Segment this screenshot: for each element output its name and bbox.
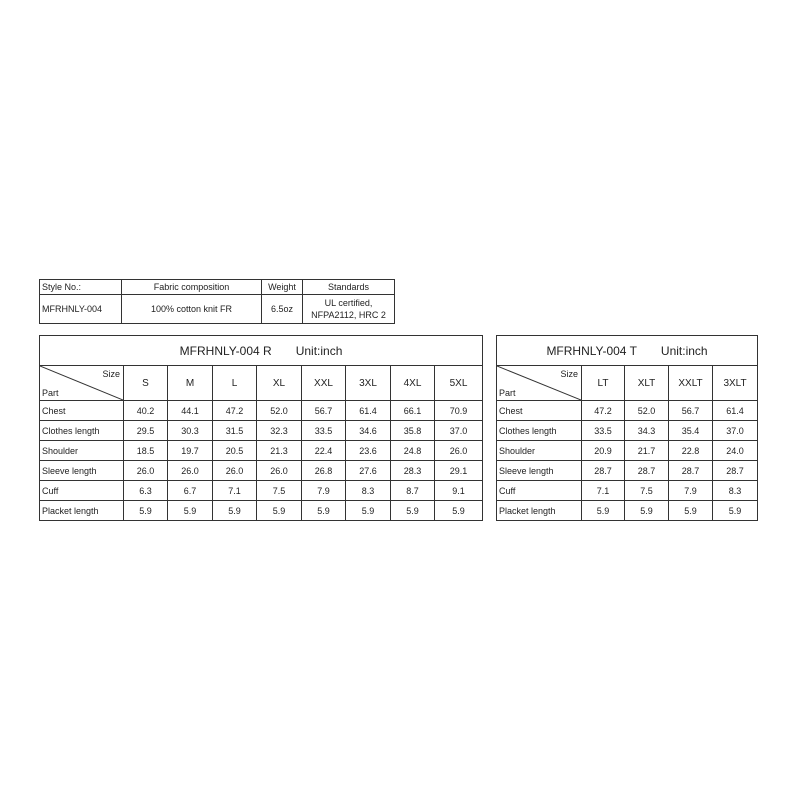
regular-header-row	[40, 366, 483, 401]
style-no-header: Style No.:	[40, 280, 122, 295]
table-row	[497, 401, 758, 421]
regular-title	[40, 336, 483, 366]
measurement-cell: 23.6	[346, 441, 391, 461]
table-row	[497, 421, 758, 441]
measurement-cell: 7.5	[625, 481, 669, 501]
measurement-cell: 35.8	[391, 421, 435, 441]
spec-header-row	[40, 280, 395, 295]
table-row	[497, 501, 758, 521]
regular-size-chart	[39, 335, 483, 521]
weight-header: Weight	[262, 280, 303, 295]
part-label: Part	[42, 388, 59, 398]
measurement-cell: 9.1	[435, 481, 483, 501]
measurement-cell: 5.9	[346, 501, 391, 521]
measurement-cell: 5.9	[124, 501, 168, 521]
measurement-cell: 28.7	[625, 461, 669, 481]
part-name: Sleeve length	[497, 461, 582, 481]
measurement-cell: 22.4	[302, 441, 346, 461]
measurement-cell: 70.9	[435, 401, 483, 421]
measurement-cell: 47.2	[582, 401, 625, 421]
measurement-cell: 34.6	[346, 421, 391, 441]
measurement-cell: 20.5	[213, 441, 257, 461]
tall-size-part-header	[497, 366, 582, 401]
part-name: Chest	[40, 401, 124, 421]
size-header-xl: XL	[257, 366, 302, 401]
size-header-xxl: XXL	[302, 366, 346, 401]
measurement-cell: 5.9	[625, 501, 669, 521]
measurement-cell: 61.4	[346, 401, 391, 421]
measurement-cell: 20.9	[582, 441, 625, 461]
measurement-cell: 26.0	[213, 461, 257, 481]
measurement-cell: 5.9	[168, 501, 213, 521]
measurement-cell: 7.9	[302, 481, 346, 501]
regular-size-part-header	[40, 366, 124, 401]
part-name: Sleeve length	[40, 461, 124, 481]
part-name: Clothes length	[40, 421, 124, 441]
tall-header-row	[497, 366, 758, 401]
measurement-cell: 31.5	[213, 421, 257, 441]
measurement-cell: 24.0	[713, 441, 758, 461]
part-name: Shoulder	[497, 441, 582, 461]
size-header-xxlt: XXLT	[669, 366, 713, 401]
standards-value	[303, 295, 395, 324]
measurement-cell: 8.7	[391, 481, 435, 501]
measurement-cell: 34.3	[625, 421, 669, 441]
measurement-cell: 37.0	[435, 421, 483, 441]
measurement-cell: 26.0	[435, 441, 483, 461]
regular-title-row	[40, 336, 483, 366]
measurement-cell: 28.7	[669, 461, 713, 481]
size-header-xlt: XLT	[625, 366, 669, 401]
measurement-cell: 40.2	[124, 401, 168, 421]
measurement-cell: 33.5	[582, 421, 625, 441]
fabric-composition-value: 100% cotton knit FR	[122, 295, 262, 324]
weight-value: 6.5oz	[262, 295, 303, 324]
measurement-cell: 21.7	[625, 441, 669, 461]
table-row	[40, 481, 483, 501]
measurement-cell: 28.7	[582, 461, 625, 481]
measurement-cell: 29.1	[435, 461, 483, 481]
size-label: Size	[102, 369, 120, 379]
style-spec-table	[39, 279, 395, 324]
table-row	[40, 421, 483, 441]
measurement-cell: 24.8	[391, 441, 435, 461]
measurement-cell: 52.0	[257, 401, 302, 421]
measurement-cell: 5.9	[582, 501, 625, 521]
tall-title-row	[497, 336, 758, 366]
measurement-cell: 5.9	[669, 501, 713, 521]
table-row	[497, 481, 758, 501]
measurement-cell: 18.5	[124, 441, 168, 461]
measurement-cell: 8.3	[346, 481, 391, 501]
size-header-s: S	[124, 366, 168, 401]
measurement-cell: 5.9	[713, 501, 758, 521]
part-name: Chest	[497, 401, 582, 421]
standards-line-2: NFPA2112, HRC 2	[311, 310, 386, 320]
measurement-cell: 29.5	[124, 421, 168, 441]
tall-title	[497, 336, 758, 366]
measurement-cell: 27.6	[346, 461, 391, 481]
measurement-cell: 66.1	[391, 401, 435, 421]
measurement-cell: 33.5	[302, 421, 346, 441]
tall-unit: Unit:inch	[660, 343, 708, 358]
tall-model-name: MFRHNLY-004 T	[546, 343, 637, 358]
measurement-cell: 7.1	[582, 481, 625, 501]
measurement-cell: 56.7	[669, 401, 713, 421]
measurement-cell: 7.5	[257, 481, 302, 501]
size-label: Size	[560, 369, 578, 379]
measurement-cell: 5.9	[302, 501, 346, 521]
table-row	[40, 441, 483, 461]
measurement-cell: 56.7	[302, 401, 346, 421]
measurement-cell: 35.4	[669, 421, 713, 441]
size-header-4xl: 4XL	[391, 366, 435, 401]
regular-unit: Unit:inch	[295, 343, 343, 358]
measurement-cell: 6.7	[168, 481, 213, 501]
measurement-cell: 47.2	[213, 401, 257, 421]
table-row	[40, 401, 483, 421]
spec-value-row	[40, 295, 395, 324]
table-row	[40, 501, 483, 521]
table-row	[40, 461, 483, 481]
part-name: Placket length	[40, 501, 124, 521]
measurement-cell: 6.3	[124, 481, 168, 501]
measurement-cell: 37.0	[713, 421, 758, 441]
measurement-cell: 32.3	[257, 421, 302, 441]
size-header-5xl: 5XL	[435, 366, 483, 401]
measurement-cell: 22.8	[669, 441, 713, 461]
measurement-cell: 19.7	[168, 441, 213, 461]
size-header-3xl: 3XL	[346, 366, 391, 401]
measurement-cell: 5.9	[391, 501, 435, 521]
part-label: Part	[499, 388, 516, 398]
table-row	[497, 461, 758, 481]
regular-model-name: MFRHNLY-004 R	[179, 343, 272, 358]
size-header-m: M	[168, 366, 213, 401]
measurement-cell: 30.3	[168, 421, 213, 441]
measurement-cell: 52.0	[625, 401, 669, 421]
size-header-3xlt: 3XLT	[713, 366, 758, 401]
measurement-cell: 7.9	[669, 481, 713, 501]
size-header-l: L	[213, 366, 257, 401]
measurement-cell: 28.3	[391, 461, 435, 481]
style-no-value: MFRHNLY-004	[40, 295, 122, 324]
part-name: Placket length	[497, 501, 582, 521]
measurement-cell: 26.8	[302, 461, 346, 481]
measurement-cell: 5.9	[435, 501, 483, 521]
measurement-cell: 21.3	[257, 441, 302, 461]
fabric-composition-header: Fabric composition	[122, 280, 262, 295]
measurement-cell: 8.3	[713, 481, 758, 501]
measurement-cell: 5.9	[213, 501, 257, 521]
measurement-cell: 26.0	[168, 461, 213, 481]
standards-header: Standards	[303, 280, 395, 295]
part-name: Clothes length	[497, 421, 582, 441]
measurement-cell: 7.1	[213, 481, 257, 501]
size-header-lt: LT	[582, 366, 625, 401]
part-name: Cuff	[40, 481, 124, 501]
measurement-cell: 26.0	[124, 461, 168, 481]
standards-line-1: UL certified,	[324, 298, 373, 308]
part-name: Shoulder	[40, 441, 124, 461]
measurement-cell: 44.1	[168, 401, 213, 421]
tall-size-chart	[496, 335, 758, 521]
measurement-cell: 61.4	[713, 401, 758, 421]
measurement-cell: 28.7	[713, 461, 758, 481]
table-row	[497, 441, 758, 461]
part-name: Cuff	[497, 481, 582, 501]
measurement-cell: 26.0	[257, 461, 302, 481]
measurement-cell: 5.9	[257, 501, 302, 521]
